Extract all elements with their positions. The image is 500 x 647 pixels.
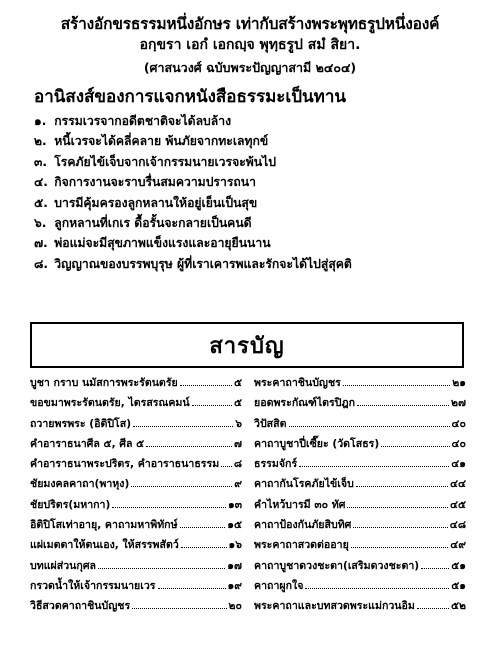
toc-leader-dots: [305, 588, 449, 589]
toc-entry-page: ๑๙: [227, 579, 242, 592]
toc-entry: [30, 577, 242, 597]
toc-entry-page: ๘: [233, 458, 242, 471]
benefit-item: [34, 152, 500, 172]
toc-entry-page: ๑๗: [227, 559, 242, 572]
toc-entry-page: ๑๕: [227, 519, 242, 532]
benefits-title: อานิสงส์ของการแจกหนังสือธรรมะเป็นทาน: [34, 87, 347, 107]
toc-leader-dots: [131, 486, 232, 487]
toc-entry-title: คาถาผูกใจ: [254, 579, 304, 592]
toc-entry-page: ๔๕: [449, 498, 466, 511]
toc-entry-title: อิติปิโสเท่าอายุ, คาถามหาพิทักษ์: [30, 519, 178, 532]
toc-entry: [30, 435, 242, 455]
toc-heading: สารบัญ: [209, 333, 285, 359]
toc-entry-title: พระคาถาชินบัญชร: [254, 377, 341, 389]
toc-leader-dots: [351, 547, 448, 548]
toc-entry: [30, 516, 242, 536]
toc-entry-title: พระคาถาและบทสวดพระแม่กวนอิม: [254, 600, 415, 613]
toc-entry-page: ๙: [234, 478, 242, 491]
benefit-number: ๘.: [34, 256, 49, 271]
toc-entry: [30, 496, 242, 516]
toc-entry-title: วิธีสวดคาถาชินบัญชร: [30, 600, 131, 613]
benefit-text: กิจการงานจะราบรื่นสมความปรารถนา: [54, 175, 256, 190]
toc-leader-dots: [180, 385, 232, 386]
benefit-number: ๔.: [34, 175, 48, 190]
toc-entry-title: ธรรมจักร์: [254, 458, 298, 471]
toc-entry: [30, 597, 242, 617]
toc-entry-page: ๕๑: [451, 559, 466, 572]
toc-leader-dots: [299, 466, 449, 467]
benefit-text: พ่อแม่จะมีสุขภาพแข็งแรงและอายุยืนนาน: [54, 236, 271, 251]
toc-leader-dots: [146, 446, 232, 447]
toc-leader-dots: [133, 426, 233, 427]
toc-leader-dots: [343, 385, 450, 386]
toc-leader-dots: [221, 466, 232, 467]
header: [0, 0, 500, 77]
toc-entry-title: คาถาบูชาดวงชะตา(เสริมดวงชะตา): [254, 559, 420, 572]
benefit-text: วิญญาณของบรรพบุรุษ ผู้ที่เราเคารพและรักจะได้ไปสู่สุคติ: [54, 256, 352, 271]
toc-entry: [254, 557, 466, 577]
benefit-number: ๗.: [34, 236, 48, 251]
benefit-item: [34, 213, 500, 233]
toc-entry-title: คำอาราธนาพระปริตร, คำอาราธนาธรรม: [30, 458, 220, 471]
benefit-text: หนี้เวรจะได้คลี่คลาย พ้นภัยจากทะเลทุกข์: [54, 134, 269, 149]
toc-entry: [254, 597, 466, 617]
benefit-text: บารมีคุ้มครองลูกหลานให้อยู่เย็นเป็นสุข: [54, 195, 258, 210]
toc-leader-dots: [356, 486, 448, 487]
toc-leader-dots: [347, 507, 448, 508]
toc-entry-title: ชัยมงคลคาถา(พาหุง): [30, 478, 130, 491]
toc-leader-dots: [98, 568, 225, 569]
toc-entry-page: ๑๓: [228, 498, 242, 511]
toc-entry-page: ๔๙: [450, 539, 466, 552]
benefits-list: [0, 111, 500, 274]
toc-entry-page: ๔๐: [451, 437, 466, 450]
benefit-item: [34, 172, 500, 192]
toc-entry: [254, 577, 466, 597]
toc-left-column: [30, 374, 242, 618]
toc-entry-title: บูชา กราบ นมัสการพระรัตนตรัย: [30, 377, 178, 389]
toc-entry-title: ถวายพรพระ (อิติปิโส): [30, 417, 132, 430]
header-quote-thai: สร้างอักขรธรรมหนึ่งอักษร เท่ากับสร้างพระพุทธรูปหนึ่งองค์: [60, 15, 440, 33]
benefit-item: [34, 254, 500, 274]
toc-entry: [30, 415, 242, 435]
toc-entry-page: ๔๘: [449, 519, 466, 532]
toc-leader-dots: [353, 527, 447, 528]
toc-entry: [30, 536, 242, 556]
toc-entry-page: ๗: [234, 437, 242, 450]
table-of-contents: [30, 374, 466, 618]
toc-leader-dots: [357, 405, 449, 406]
toc-entry: [254, 516, 466, 536]
benefit-text: ลูกหลานที่เกเร ดื้อรั้นจะกลายเป็นคนดี: [54, 216, 252, 231]
benefit-item: [34, 131, 500, 151]
toc-entry-title: คาถาบูชาปี่เซี๊ยะ (วัดโสธร): [254, 437, 380, 450]
benefit-number: ๕.: [34, 195, 48, 210]
toc-entry: [254, 536, 466, 556]
benefit-number: ๒.: [34, 134, 47, 149]
toc-entry-title: ยอดพระกัณฑ์ไตรปิฎก: [254, 397, 355, 410]
benefit-text: กรรมเวรจากอดีตชาติจะได้ลบล้าง: [54, 114, 232, 128]
toc-entry-title: ขอขมาพระรัตนตรัย, ไตรสรณคมน์: [30, 397, 190, 410]
toc-entry: [254, 475, 466, 495]
toc-entry-page: ๕: [233, 377, 242, 389]
benefit-number: ๓.: [34, 154, 47, 169]
toc-entry-page: ๔๔: [449, 478, 466, 491]
toc-entry-page: ๖: [235, 417, 242, 430]
toc-entry-title: พระคาถาสวดต่ออายุ: [254, 539, 349, 552]
header-quote-pali: อกฺขรา เอกํ เอกญฺจ พุทฺธรูป สมํ สิยา.: [139, 37, 361, 53]
toc-entry: [254, 496, 466, 516]
toc-entry-page: ๕: [233, 397, 242, 410]
toc-entry: [254, 435, 466, 455]
toc-entry: [30, 374, 242, 394]
benefit-item: [34, 233, 500, 253]
toc-right-column: [254, 374, 466, 618]
toc-entry-page: ๒๑: [452, 377, 466, 389]
toc-leader-dots: [192, 405, 232, 406]
toc-leader-dots: [417, 608, 449, 609]
toc-leader-dots: [181, 547, 227, 548]
benefit-item: [34, 111, 500, 131]
benefit-text: โรคภัยไข้เจ็บจากเจ้ากรรมนายเวรจะพ้นไป: [54, 154, 276, 169]
toc-entry: [30, 557, 242, 577]
toc-leader-dots: [112, 507, 226, 508]
toc-leader-dots: [180, 527, 226, 528]
toc-entry: [254, 374, 466, 394]
toc-entry-title: วิปัสสิต: [254, 417, 287, 430]
toc-leader-dots: [132, 608, 226, 609]
toc-leader-dots: [158, 588, 226, 589]
toc-entry-title: คำไหว้บารมี ๓๐ ทัศ: [254, 498, 346, 511]
header-source: (ศาสนวงศ์ ฉบับพระปัญญาสามี ๒๔๐๔): [143, 60, 357, 75]
toc-entry-page: ๕๒: [450, 600, 466, 613]
toc-entry-page: ๔๐: [451, 417, 466, 430]
toc-leader-dots: [381, 446, 449, 447]
toc-entry-title: คำอาราธนาศีล ๕, ศีล ๕: [30, 437, 145, 450]
toc-leader-dots: [421, 568, 449, 569]
toc-banner: [30, 322, 464, 368]
toc-entry: [30, 455, 242, 475]
toc-entry-page: ๒๐: [228, 600, 242, 613]
toc-entry: [254, 394, 466, 414]
toc-entry-page: ๑๖: [228, 539, 242, 552]
toc-entry-title: กรวดน้ำให้เจ้ากรรมนายเวร: [30, 579, 156, 592]
toc-entry: [254, 455, 466, 475]
toc-leader-dots: [289, 426, 450, 427]
toc-entry-title: ชัยปริตร(มหากา): [30, 498, 111, 511]
toc-entry-title: แผ่เมตตาให้ตนเอง, ให้สรรพสัตว์: [30, 539, 179, 552]
toc-entry-title: คาถากันโรคภัยไข้เจ็บ: [254, 478, 354, 491]
toc-entry: [30, 475, 242, 495]
benefit-item: [34, 193, 500, 213]
benefit-number: ๑.: [34, 114, 47, 128]
benefit-number: ๖.: [34, 216, 47, 231]
toc-entry-page: ๕๑: [451, 579, 466, 592]
toc-entry: [30, 394, 242, 414]
toc-entry-title: คาถาป้องกันภัยสิบทิศ: [254, 519, 352, 532]
toc-entry-page: ๒๗: [451, 397, 466, 410]
toc-entry: [254, 415, 466, 435]
toc-entry-page: ๔๑: [451, 458, 466, 471]
toc-entry-title: บทแผ่ส่วนกุศล: [30, 559, 97, 572]
